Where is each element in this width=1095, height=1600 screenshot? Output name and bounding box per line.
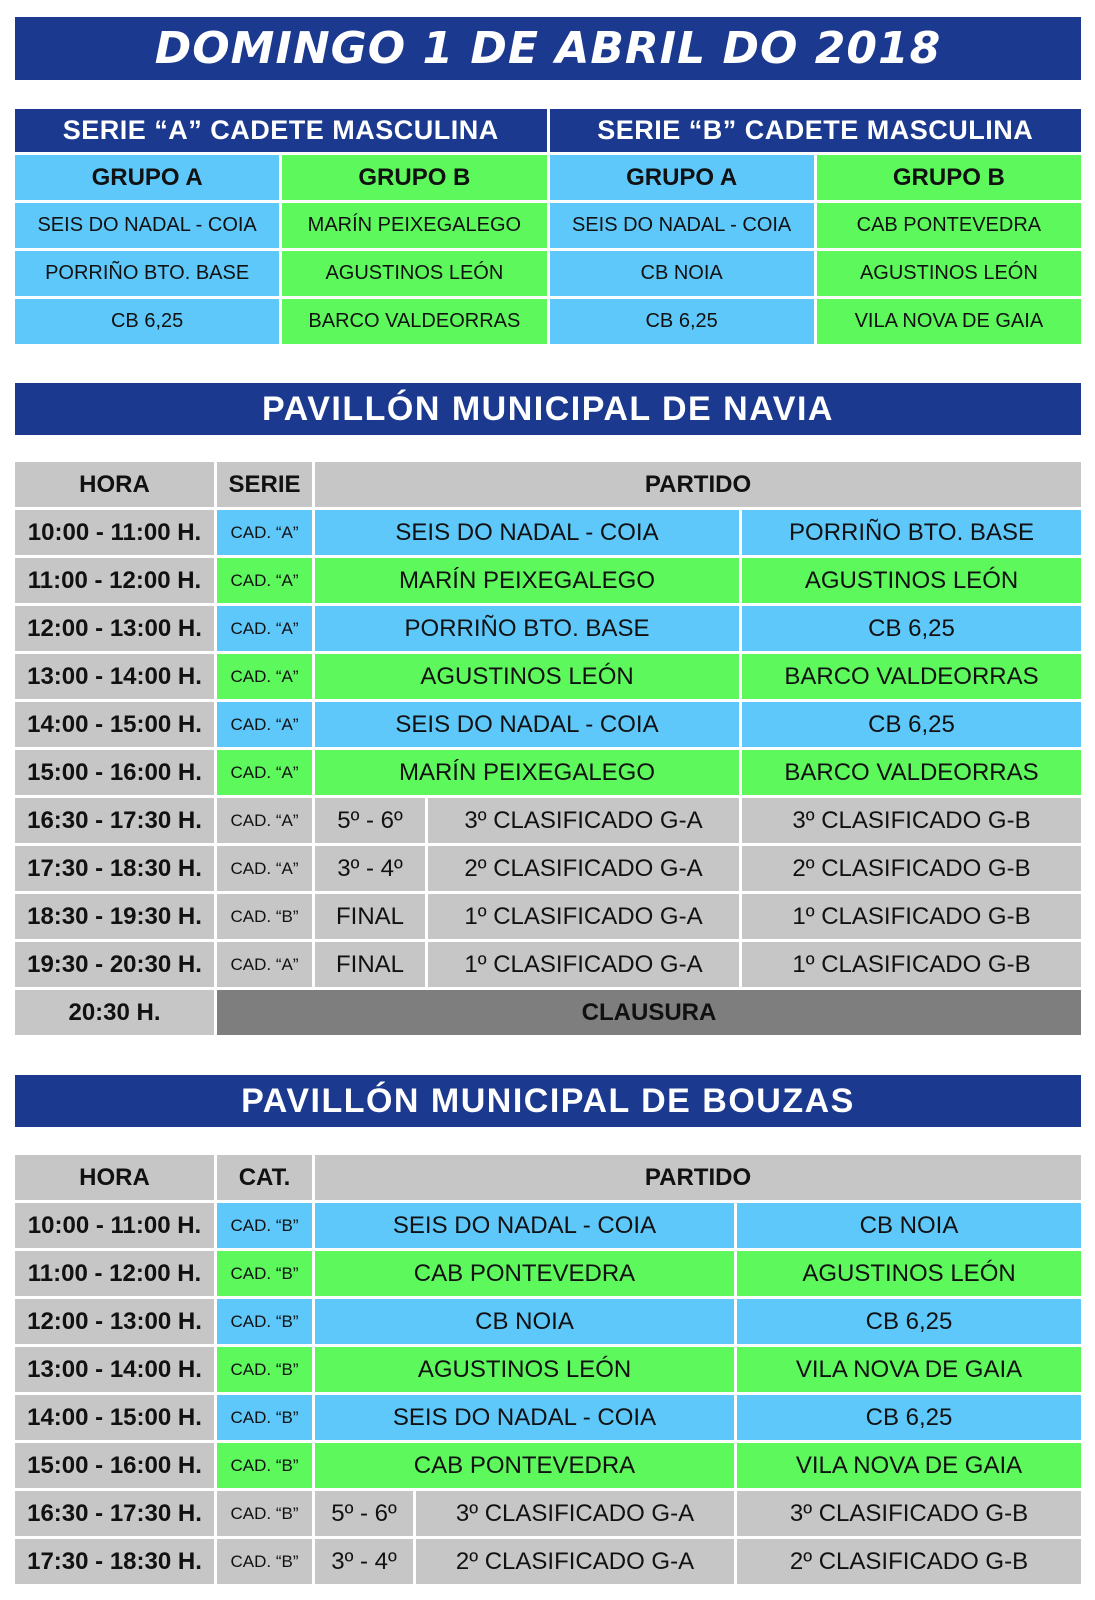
col-header-hora: HORA [15,462,214,507]
bouzas-venue-title: PAVILLÓN MUNICIPAL DE BOUZAS [15,1075,1081,1127]
game-home-team: SEIS DO NADAL - COIA [315,1203,734,1248]
final-away-team: 2º CLASIFICADO G-B [742,846,1081,891]
series-groups-table [15,109,1081,344]
game-time: 12:00 - 13:00 H. [15,1299,214,1344]
final-category: CAD. “B” [217,894,312,939]
final-time: 16:30 - 17:30 H. [15,1491,214,1536]
game-category: CAD. “B” [217,1395,312,1440]
final-time: 18:30 - 19:30 H. [15,894,214,939]
game-away-team: AGUSTINOS LEÓN [737,1251,1081,1296]
series-a-grupo-b-header: GRUPO B [282,155,546,200]
final-round: FINAL [315,942,425,987]
game-category: CAD. “A” [217,558,312,603]
series-a-grupo-a-header: GRUPO A [15,155,279,200]
final-category: CAD. “A” [217,798,312,843]
closing-time: 20:30 H. [15,990,214,1035]
final-home-team: 3º CLASIFICADO G-A [416,1491,734,1536]
game-time: 10:00 - 11:00 H. [15,1203,214,1248]
game-time: 15:00 - 16:00 H. [15,1443,214,1488]
game-away-team: CB 6,25 [737,1395,1081,1440]
game-time: 12:00 - 13:00 H. [15,606,214,651]
group-team: VILA NOVA DE GAIA [817,299,1081,344]
navia-schedule-table [15,462,1081,1035]
final-away-team: 1º CLASIFICADO G-B [742,894,1081,939]
game-category: CAD. “A” [217,510,312,555]
series-b-grupo-b-header: GRUPO B [817,155,1081,200]
game-category: CAD. “B” [217,1299,312,1344]
closing-ceremony: CLAUSURA [217,990,1081,1035]
group-team: BARCO VALDEORRAS [282,299,546,344]
final-round: FINAL [315,894,425,939]
game-home-team: SEIS DO NADAL - COIA [315,1395,734,1440]
series-a-title: SERIE “A” CADETE MASCULINA [15,109,547,152]
game-away-team: CB 6,25 [737,1299,1081,1344]
series-b-title: SERIE “B” CADETE MASCULINA [550,109,1082,152]
final-category: CAD. “B” [217,1491,312,1536]
game-category: CAD. “B” [217,1251,312,1296]
final-away-team: 3º CLASIFICADO G-B [742,798,1081,843]
game-home-team: AGUSTINOS LEÓN [315,1347,734,1392]
group-team: PORRIÑO BTO. BASE [15,251,279,296]
page-title: DOMINGO 1 DE ABRIL DO 2018 [15,17,1081,80]
game-away-team: VILA NOVA DE GAIA [737,1443,1081,1488]
final-time: 19:30 - 20:30 H. [15,942,214,987]
final-home-team: 2º CLASIFICADO G-A [428,846,739,891]
group-team: AGUSTINOS LEÓN [282,251,546,296]
group-team: CAB PONTEVEDRA [817,203,1081,248]
game-home-team: MARÍN PEIXEGALEGO [315,558,739,603]
final-home-team: 1º CLASIFICADO G-A [428,894,739,939]
game-home-team: CAB PONTEVEDRA [315,1251,734,1296]
game-time: 13:00 - 14:00 H. [15,1347,214,1392]
final-time: 16:30 - 17:30 H. [15,798,214,843]
series-b-grupo-a-header: GRUPO A [550,155,814,200]
group-team: SEIS DO NADAL - COIA [15,203,279,248]
game-category: CAD. “A” [217,750,312,795]
game-away-team: VILA NOVA DE GAIA [737,1347,1081,1392]
final-away-team: 3º CLASIFICADO G-B [737,1491,1081,1536]
group-team: AGUSTINOS LEÓN [817,251,1081,296]
game-home-team: PORRIÑO BTO. BASE [315,606,739,651]
game-home-team: MARÍN PEIXEGALEGO [315,750,739,795]
game-time: 11:00 - 12:00 H. [15,1251,214,1296]
game-time: 14:00 - 15:00 H. [15,1395,214,1440]
game-home-team: CB NOIA [315,1299,734,1344]
game-away-team: BARCO VALDEORRAS [742,654,1081,699]
game-category: CAD. “B” [217,1347,312,1392]
col-header-hora: HORA [15,1155,214,1200]
game-home-team: AGUSTINOS LEÓN [315,654,739,699]
game-category: CAD. “B” [217,1203,312,1248]
final-round: 5º - 6º [315,798,425,843]
game-away-team: CB 6,25 [742,702,1081,747]
game-time: 15:00 - 16:00 H. [15,750,214,795]
final-home-team: 2º CLASIFICADO G-A [416,1539,734,1584]
col-header-serie: SERIE [217,462,312,507]
game-category: CAD. “A” [217,606,312,651]
game-home-team: SEIS DO NADAL - COIA [315,702,739,747]
game-category: CAD. “A” [217,654,312,699]
navia-venue-title: PAVILLÓN MUNICIPAL DE NAVIA [15,383,1081,435]
group-team: SEIS DO NADAL - COIA [550,203,814,248]
game-away-team: CB NOIA [737,1203,1081,1248]
col-header-cat: CAT. [217,1155,312,1200]
final-round: 3º - 4º [315,1539,413,1584]
final-time: 17:30 - 18:30 H. [15,1539,214,1584]
game-home-team: CAB PONTEVEDRA [315,1443,734,1488]
col-header-partido: PARTIDO [315,1155,1081,1200]
game-away-team: AGUSTINOS LEÓN [742,558,1081,603]
final-category: CAD. “B” [217,1539,312,1584]
group-team: CB 6,25 [550,299,814,344]
final-round: 3º - 4º [315,846,425,891]
game-time: 11:00 - 12:00 H. [15,558,214,603]
game-category: CAD. “B” [217,1443,312,1488]
game-home-team: SEIS DO NADAL - COIA [315,510,739,555]
final-away-team: 1º CLASIFICADO G-B [742,942,1081,987]
final-round: 5º - 6º [315,1491,413,1536]
game-away-team: PORRIÑO BTO. BASE [742,510,1081,555]
game-away-team: BARCO VALDEORRAS [742,750,1081,795]
final-category: CAD. “A” [217,942,312,987]
final-away-team: 2º CLASIFICADO G-B [737,1539,1081,1584]
game-away-team: CB 6,25 [742,606,1081,651]
game-time: 14:00 - 15:00 H. [15,702,214,747]
col-header-partido: PARTIDO [315,462,1081,507]
game-category: CAD. “A” [217,702,312,747]
final-category: CAD. “A” [217,846,312,891]
final-time: 17:30 - 18:30 H. [15,846,214,891]
final-home-team: 3º CLASIFICADO G-A [428,798,739,843]
final-home-team: 1º CLASIFICADO G-A [428,942,739,987]
group-team: CB 6,25 [15,299,279,344]
bouzas-schedule-table [15,1155,1081,1584]
game-time: 13:00 - 14:00 H. [15,654,214,699]
game-time: 10:00 - 11:00 H. [15,510,214,555]
group-team: CB NOIA [550,251,814,296]
group-team: MARÍN PEIXEGALEGO [282,203,546,248]
